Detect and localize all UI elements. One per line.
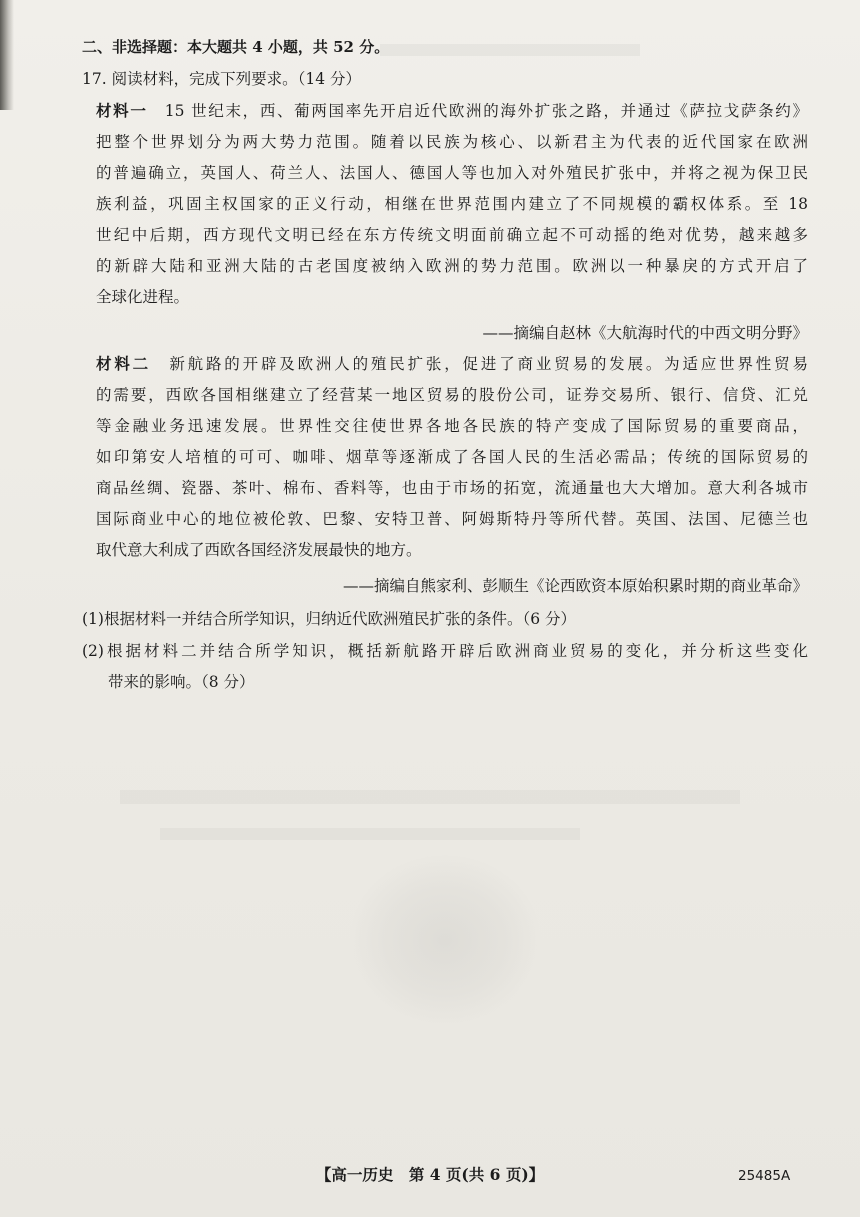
material2-line-4: 如印第安人培植的可可、咖啡、烟草等逐渐成了各国人民的生活必需品；传统的国际贸易的 xyxy=(96,448,808,466)
bleed-through-mark xyxy=(160,828,580,840)
material1-line-5: 世纪中后期，西方现代文明已经在东方传统文明面前确立起不可动摇的绝对优势，越来越多 xyxy=(96,226,808,244)
material2-line-6: 国际商业中心的地位被伦敦、巴黎、安特卫普、阿姆斯特丹等所代替。英国、法国、尼德兰也 xyxy=(96,510,808,528)
material2-source: ——摘编自熊家利、彭顺生《论西欧资本原始积累时期的商业革命》 xyxy=(342,577,808,595)
material2-line-3: 等金融业务迅速发展。世界性交往使世界各地各民族的特产变成了国际贸易的重要商品， xyxy=(96,417,808,435)
material2-line-2: 的需要，西欧各国相继建立了经营某一地区贸易的股份公司，证券交易所、银行、信贷、汇兑 xyxy=(96,386,808,404)
bleed-through-seal xyxy=(350,855,540,1025)
material1-label: 材料一 xyxy=(96,101,148,120)
scan-edge-shadow xyxy=(0,0,14,110)
material2-line-1: 材料二 新航路的开辟及欧洲人的殖民扩张，促进了商业贸易的发展。为适应世界性贸易 xyxy=(96,354,808,373)
material1-line-1: 材料一 15 世纪末，西、葡两国率先开启近代欧洲的海外扩张之路，并通过《萨拉戈萨条约》 xyxy=(96,101,808,120)
material1-line-3: 的普遍确立，英国人、荷兰人、法国人、德国人等也加入对外殖民扩张中，并将之视为保卫民 xyxy=(96,164,808,182)
subquestion-2-line-1: (2)根据材料二并结合所学知识，概括新航路开辟后欧洲商业贸易的变化，并分析这些变化 xyxy=(82,642,808,660)
material1-line-4: 族利益，巩固主权国家的正义行动，相继在世界范围内建立了不同规模的霸权体系。至 18 xyxy=(96,195,808,213)
material1-line-6: 的新辟大陆和亚洲大陆的古老国度被纳入欧洲的势力范围。欧洲以一种暴戾的方式开启了 xyxy=(96,257,808,275)
material2-line-5: 商品丝绸、瓷器、茶叶、棉布、香料等，也由于市场的拓宽，流通量也大大增加。意大利各城市 xyxy=(96,479,808,497)
paper-code: 25485A xyxy=(738,1168,791,1184)
bleed-through-mark xyxy=(120,790,740,804)
material2-line-7: 取代意大利成了西欧各国经济发展最快的地方。 xyxy=(96,541,422,559)
subquestion-1: (1)根据材料一并结合所学知识，归纳近代欧洲殖民扩张的条件。（6 分） xyxy=(82,610,576,628)
subquestion-2-line-2: 带来的影响。（8 分） xyxy=(108,673,255,691)
material1-line-2: 把整个世界划分为两大势力范围。随着以民族为核心、以新君主为代表的近代国家在欧洲 xyxy=(96,133,808,151)
material2-label: 材料二 xyxy=(96,354,151,373)
section-title: 二、非选择题：本大题共 4 小题，共 52 分。 xyxy=(82,38,390,56)
material1-line-7: 全球化进程。 xyxy=(96,288,190,306)
bleed-through-mark xyxy=(380,44,640,56)
material1-source: ——摘编自赵林《大航海时代的中西文明分野》 xyxy=(482,324,808,342)
question-header: 17. 阅读材料，完成下列要求。（14 分） xyxy=(82,70,361,88)
page-footer: 【高一历史 第 4 页(共 6 页)】 xyxy=(315,1165,545,1184)
